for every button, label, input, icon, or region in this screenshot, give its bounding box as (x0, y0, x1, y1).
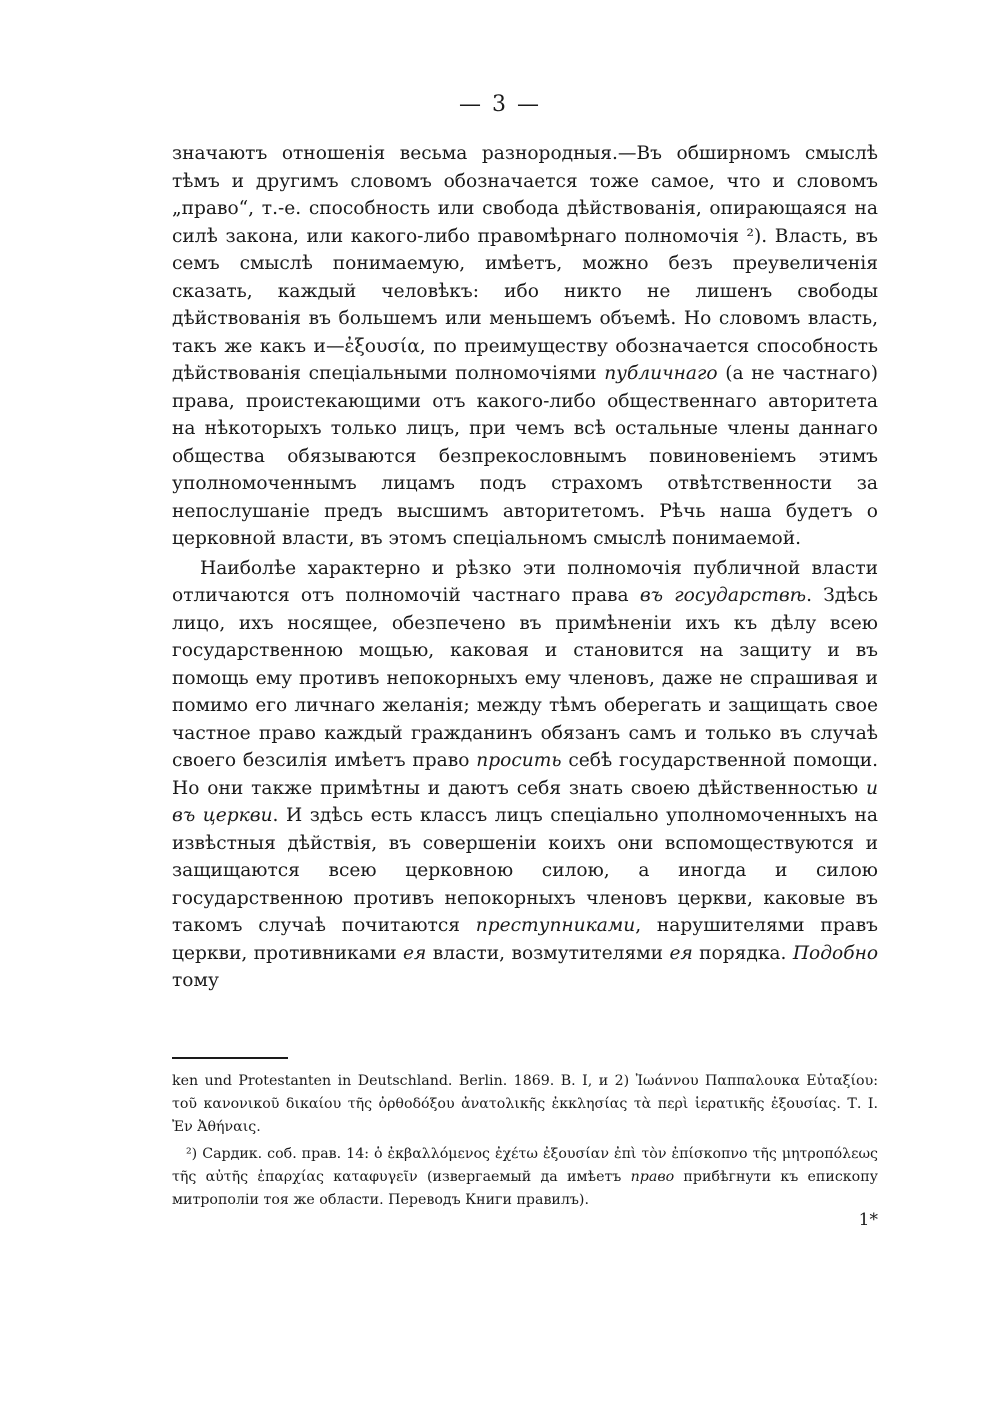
footnote-divider (172, 1057, 288, 1059)
text-run: тому (172, 970, 219, 991)
footnotes (172, 1070, 878, 1212)
signature-mark: 1* (858, 1210, 878, 1230)
italic-run: ея (669, 942, 693, 964)
text-run: ²) Сардик. соб. прав. 14: ὁ ἐκβαλλόμενος ἐχέτω ἐξουσίαν ἐπὶ τὸν ἐπίσκοπνο τῆς μητροπόλεως τῆς αὐτῆς ἐπαρχίας καταφυγεῖν (извергаемый да имѣетъ (172, 1146, 878, 1185)
text-run: себѣ государственной помощи. Но они также примѣтны и даютъ себя знать своею дѣйственностью (172, 750, 878, 799)
italic-run: право (630, 1169, 675, 1185)
footnote-2 (172, 1143, 878, 1212)
text-run: прибѣгнути къ епископу митрополіи тоя же области. Переводъ Книги правилъ). (172, 1169, 879, 1208)
italic-run: преступниками (475, 915, 636, 936)
footnote-continuation: ken und Protestanten in Deutschland. Berlin. 1869. B. I, и 2) Ἰωάννου Παππαλουκα Εὐταξίου: τοῦ κανονικοῦ δικαίου τῆς ὀρθοδόξου ἀνατολικῆς ἐκκλησίας τὰ περὶ ἱερατικῆς ἐξουσίας. Τ. Ι. Ἐν Ἀθήναις. (172, 1073, 878, 1135)
italic-run: просить (476, 750, 562, 771)
italic-run: Подобно (792, 942, 879, 964)
italic-run: и въ церкви (172, 777, 878, 826)
italic-run: публичнаго (604, 363, 718, 384)
text-run: Наиболѣе характерно и рѣзко эти полномочія публичной власти отличаются отъ полномочій частнаго права (172, 557, 878, 606)
text-run: власти, возмутителями (426, 942, 670, 964)
text-run: , нарушителями правъ церкви, противниками (172, 915, 878, 964)
text-run: . И здѣсь есть классъ лицъ спеціально уполномоченныхъ на извѣстныя дѣйствія, въ совершеніи коихъ они вспомоществуются и защищаются всею церковною силою, а иногда и силою государственною противъ непокорныхъ членовъ церкви, каковые въ такомъ случаѣ почитаются (172, 805, 878, 936)
italic-run: ея (403, 942, 427, 964)
text-run: . Здѣсь лицо, ихъ носящее, обезпечено въ примѣненіи ихъ къ дѣлу всею государственною мощью, каковая и становится на защиту и въ помощь ему противъ непокорныхъ ему членовъ, даже не спрашивая и помимо его личнаго желанія; между тѣмъ оберегать и защищать свое частное право каждый гражданинъ обязанъ самъ и только въ случаѣ своего безсилія имѣетъ право (172, 585, 879, 771)
paragraph-1 (172, 140, 878, 553)
page-number: — 3 — (459, 92, 541, 117)
paragraph-2 (172, 555, 878, 995)
text-run: (а не частнаго) права, проистекающими отъ какого-либо общественнаго авторитета на нѣкоторыхъ только лицъ, при чемъ всѣ остальные члены даннаго общества обязываются безпрекословнымъ повиновеніемъ этимъ уполномоченнымъ лицамъ подъ страхомъ отвѣтственности за непослушаніе предъ высшимъ авторитетомъ. Рѣчь наша будетъ о церковной власти, въ этомъ спеціальномъ смыслѣ понимаемой. (172, 363, 878, 549)
text-run: значаютъ отношенія весьма разнородныя.—Въ обширномъ смыслѣ тѣмъ и другимъ словомъ обозначается тоже самое, что и словомъ „право“, т.-е. способность или свобода дѣйствованія, опирающаяся на силѣ закона, или какого-либо правомѣрнаго полномочія ²). Власть, въ семъ смыслѣ понимаемую, имѣетъ, можно безъ преувеличенія сказать, каждый человѣкъ: ибо никто не лишенъ свободы дѣйствованія въ большемъ или меньшемъ объемѣ. Но словомъ власть, такъ же какъ и—ἐξουσία, по преимуществу обозначается способность дѣйствованія спеціальными полномочіями (172, 143, 878, 384)
text-run: порядка. (692, 942, 793, 964)
main-text (172, 140, 878, 995)
italic-run: въ государствѣ (639, 585, 807, 606)
